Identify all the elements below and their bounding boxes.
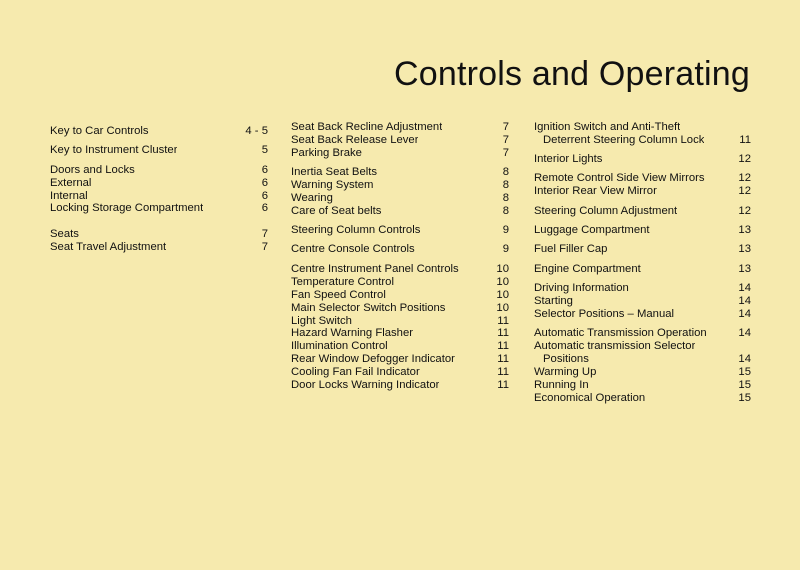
toc-entry-label: Door Locks Warning Indicator xyxy=(291,379,440,391)
toc-entry-label: Interior Lights xyxy=(534,153,603,165)
toc-entry-label: Centre Instrument Panel Controls xyxy=(291,263,459,275)
toc-entry xyxy=(50,144,268,157)
toc-entry-page: 14 xyxy=(738,295,751,307)
toc-entry xyxy=(534,134,751,147)
toc-entry-page: 6 xyxy=(261,177,268,189)
toc-entry xyxy=(291,327,509,340)
toc-entry xyxy=(50,164,268,177)
toc-entry xyxy=(291,366,509,379)
toc-entry-page: 9 xyxy=(502,224,509,236)
toc-entry-page: 12 xyxy=(738,172,751,184)
toc-entry-label: Driving Information xyxy=(534,282,629,294)
toc-entry xyxy=(291,224,509,237)
toc-entry-label: Parking Brake xyxy=(291,147,362,159)
toc-entry xyxy=(291,289,509,302)
toc-entry-label: Illumination Control xyxy=(291,340,388,352)
toc-entry xyxy=(534,224,751,237)
toc-entry xyxy=(50,241,268,254)
toc-entry xyxy=(534,392,751,405)
toc-entry-page: 10 xyxy=(496,302,509,314)
toc-entry-label: Steering Column Adjustment xyxy=(534,205,678,217)
toc-entry xyxy=(534,263,751,276)
toc-entry-label: Positions xyxy=(543,353,589,365)
toc-entry-label: Key to Instrument Cluster xyxy=(50,144,178,156)
toc-entry-label: Fan Speed Control xyxy=(291,289,386,301)
toc-entry xyxy=(534,308,751,321)
toc-entry-page: 8 xyxy=(502,166,509,178)
toc-entry-page: 15 xyxy=(738,366,751,378)
toc-entry-page: 15 xyxy=(738,379,751,391)
toc-entry xyxy=(291,379,509,392)
toc-entry xyxy=(291,179,509,192)
toc-entry-page: 10 xyxy=(496,263,509,275)
toc-entry-label: Locking Storage Compartment xyxy=(50,202,204,214)
toc-entry-page: 11 xyxy=(497,340,509,352)
toc-entry xyxy=(534,282,751,295)
toc-entry-page: 14 xyxy=(738,353,751,365)
toc-entry-label: Seat Back Recline Adjustment xyxy=(291,121,443,133)
toc-entry-label: Care of Seat belts xyxy=(291,205,382,217)
toc-entry xyxy=(291,302,509,315)
toc-entry-page: 14 xyxy=(738,308,751,320)
toc-entry-label: Key to Car Controls xyxy=(50,125,149,137)
toc-entry xyxy=(291,263,509,276)
toc-entry xyxy=(291,340,509,353)
toc-entry-page: 11 xyxy=(497,353,509,365)
toc-entry xyxy=(534,172,751,185)
toc-entry-label: External xyxy=(50,177,92,189)
toc-entry-page: 14 xyxy=(738,282,751,294)
toc-entry xyxy=(534,121,751,134)
toc-entry-label: Ignition Switch and Anti-Theft xyxy=(534,121,681,133)
toc-entry xyxy=(291,205,509,218)
toc-entry-label: Light Switch xyxy=(291,315,352,327)
toc-entry xyxy=(534,243,751,256)
toc-entry xyxy=(534,327,751,340)
toc-entry-label: Temperature Control xyxy=(291,276,394,288)
toc-entry-page: 6 xyxy=(261,190,268,202)
toc-entry-label: Deterrent Steering Column Lock xyxy=(543,134,705,146)
toc-entry-page: 6 xyxy=(261,202,268,214)
toc-entry-page: 11 xyxy=(497,327,509,339)
toc-entry-label: Rear Window Defogger Indicator xyxy=(291,353,455,365)
toc-entry xyxy=(534,205,751,218)
toc-entry xyxy=(534,153,751,166)
toc-entry-page: 10 xyxy=(496,289,509,301)
toc-entry xyxy=(50,125,268,138)
toc-entry-label: Main Selector Switch Positions xyxy=(291,302,446,314)
toc-entry xyxy=(534,353,751,366)
toc-entry xyxy=(534,366,751,379)
toc-entry-label: Seat Back Release Lever xyxy=(291,134,419,146)
toc-entry-page xyxy=(745,340,751,353)
toc-entry xyxy=(291,134,509,147)
toc-entry-page: 12 xyxy=(738,185,751,197)
toc-entry-page: 7 xyxy=(502,121,509,133)
toc-entry-label: Centre Console Controls xyxy=(291,243,415,255)
toc-entry xyxy=(291,276,509,289)
toc-entry-page: 12 xyxy=(738,205,751,217)
toc-entry-label: Interior Rear View Mirror xyxy=(534,185,657,197)
page-title: Controls and Operating xyxy=(394,55,750,93)
toc-entry xyxy=(50,202,268,215)
toc-entry-label: Wearing xyxy=(291,192,333,204)
toc-entry-page: 12 xyxy=(738,153,751,165)
toc-entry xyxy=(291,166,509,179)
toc-entry xyxy=(50,228,268,241)
toc-entry xyxy=(291,353,509,366)
toc-entry-page: 13 xyxy=(738,243,751,255)
toc-entry-label: Fuel Filler Cap xyxy=(534,243,608,255)
toc-entry-label: Cooling Fan Fail Indicator xyxy=(291,366,420,378)
toc-entry-label: Warming Up xyxy=(534,366,597,378)
toc-entry-page: 4 - 5 xyxy=(245,125,268,137)
toc-entry-page xyxy=(745,121,751,134)
toc-entry-label: Inertia Seat Belts xyxy=(291,166,378,178)
toc-entry-page: 8 xyxy=(502,192,509,204)
toc-entry-page: 13 xyxy=(738,224,751,236)
toc-entry-label: Engine Compartment xyxy=(534,263,641,275)
toc-entry xyxy=(291,147,509,160)
toc-entry xyxy=(50,177,268,190)
toc-entry xyxy=(534,295,751,308)
toc-entry-label: Warning System xyxy=(291,179,374,191)
toc-entry-page: 14 xyxy=(738,327,751,339)
toc-entry-label: Automatic Transmission Operation xyxy=(534,327,707,339)
toc-entry-page: 13 xyxy=(738,263,751,275)
toc-entry-page: 7 xyxy=(261,228,268,240)
toc-entry-label: Luggage Compartment xyxy=(534,224,650,236)
toc-entry-page: 5 xyxy=(261,144,268,156)
toc-entry-label: Internal xyxy=(50,190,88,202)
toc-entry-label: Steering Column Controls xyxy=(291,224,421,236)
toc-entry-label: Remote Control Side View Mirrors xyxy=(534,172,705,184)
toc-entry-label: Automatic transmission Selector xyxy=(534,340,696,352)
toc-entry-page: 7 xyxy=(261,241,268,253)
toc-entry xyxy=(291,243,509,256)
toc-entry-label: Starting xyxy=(534,295,573,307)
toc-entry-label: Running In xyxy=(534,379,589,391)
toc-entry xyxy=(534,340,751,353)
toc-entry-page: 6 xyxy=(261,164,268,176)
toc-entry xyxy=(291,121,509,134)
toc-entry xyxy=(291,192,509,205)
toc-entry-label: Doors and Locks xyxy=(50,164,135,176)
toc-entry-page: 11 xyxy=(739,134,751,146)
toc-entry-label: Seats xyxy=(50,228,79,240)
toc-entry-page: 15 xyxy=(738,392,751,404)
toc-entry-page: 7 xyxy=(502,134,509,146)
toc-entry-page: 9 xyxy=(502,243,509,255)
toc-entry-page: 10 xyxy=(496,276,509,288)
toc-entry-page: 7 xyxy=(502,147,509,159)
toc-entry-label: Selector Positions – Manual xyxy=(534,308,675,320)
toc-entry-label: Seat Travel Adjustment xyxy=(50,241,167,253)
toc-entry-page: 11 xyxy=(497,379,509,391)
toc-entry-label: Economical Operation xyxy=(534,392,646,404)
toc-entry-page: 8 xyxy=(502,179,509,191)
toc-entry-page: 11 xyxy=(497,315,509,327)
toc-entry-page: 8 xyxy=(502,205,509,217)
toc-entry xyxy=(534,379,751,392)
toc-entry-page: 11 xyxy=(497,366,509,378)
toc-entry-label: Hazard Warning Flasher xyxy=(291,327,414,339)
toc-entry xyxy=(534,185,751,198)
